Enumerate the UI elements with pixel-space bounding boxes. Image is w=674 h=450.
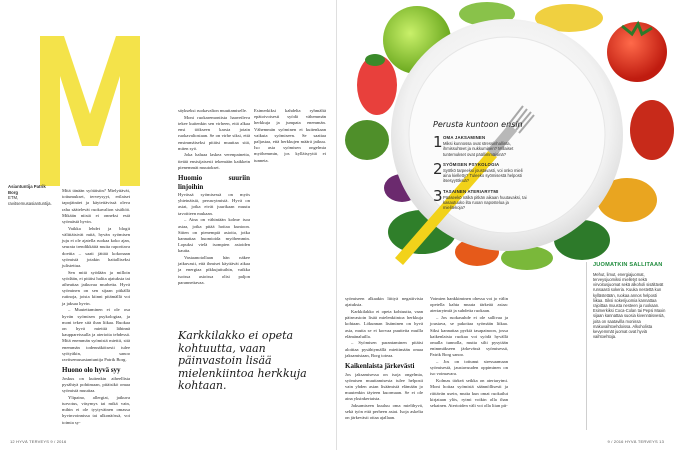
right-page — [337, 0, 674, 450]
paragraph: Esimerkiksi kahdelta ryhmältä epätoivoisesti syödä vähemmän herkkuja ja jumpata enemmän. Vähemmän syöminen ei kuitenkaan vaikuta syömiseen. Se saattaa paljastaa, että herkkujen määrä jatkuu. Iso asia syömisen ongelmia myöhemmin, jos kylläisyyttä ei tunneta. — [254, 108, 326, 163]
paragraph: – Jos ruokasuhde ei ole sallivaa ja joustava, se pakottaa syömään liikaa. Siksi kannattaa pyrkiä tasapainoon, jossa kaikenlaista ruokaa voi syödä hyvällä omalla tunnolla, mutta silti pysytään enimmäkseen järkevässä syömisessä, Patrik Borg sanoo. — [430, 315, 508, 358]
paragraph: syömiseen alkaakin liittyä negatiivisia ajatuksia. — [345, 296, 423, 308]
paragraph: Moni ruokaremontista haaveileva tekee kuitenkin sen virheen, että alkaa ensi töikseen karsia jotain ruokavaliostaan. Se on virhe siksi, että ensimmäiseksi pitäisi muuttaa sitä, miten syö. — [178, 114, 250, 151]
pull-quote: Karkkilakko ei opeta kohtuutta, vaan päinvastoin lisää mielenkiintoa herkkuja kohtaan. — [178, 329, 307, 392]
step-number: 1 — [433, 133, 443, 151]
paragraph: säykseksi ruokavalion muuttamiselle. — [178, 108, 248, 113]
paragraph: Mitä tänään syötäisiin? Mielyttävät, tottumukset, terveysyyt, erilaiset tapojätnäet ja käytettävissä oleva raha säätelevät ruokavalion sisältöä. Mikään niistä ei onneksi estä syömästä hyvin. — [62, 188, 130, 225]
step-number: 2 — [433, 159, 443, 178]
article-column-5 — [430, 296, 508, 410]
paragraph: – Muutettaminen ei ole osa hyvän syömisen psykologiaa, ja moni tekee sitä ihan liikaa. Ruokaa on hyvä miettiä lähinnä kauppareissulla ja aterioita tehdessä. Mitä enemmän syömistä miettii, sitä enemmän todennäköisesti tulee syötyäkin, sanoo ravitsemusasiantuntija Patrik Borg. — [62, 307, 130, 362]
paragraph: Ylipaino, allergiat, jatkuva turvotus, väsymys tai mikä vain, mihin ei ole tyytyväinen omassa hyvinvoinnissa tai ulkonäössä, voi toimia sy- — [62, 394, 130, 425]
paragraph: Voimien hankkiminen ohessa voi jo välin opetella kahta muuta tärkeää asiaa: ateriarytmiä ja suhdetta ruokaan. — [430, 296, 508, 314]
paragraph: Jos jaksamisessa on isoja ongelmia, syömisen muuttamisesta tulee helposti vain yhden asian lisäämistä elämään jo muutenkin täyteen kuormaan. Se ei ole aina yksinkertaista. — [345, 371, 423, 402]
info-step — [433, 159, 531, 184]
section-heading: Huono olo hyvä syy — [62, 366, 121, 375]
info-step — [433, 135, 531, 157]
drop-cap-m — [40, 36, 140, 186]
paragraph: Karkkilakko ei opeta kohtuutta, vaan päinvastoin lisää mielenkiintoa herkkuja kohtaan. Lökunnan lisäminen on hyvä asia, mutta se ei korvaa puutteita muilla elämänaluilla. — [345, 308, 423, 339]
lettuce — [345, 120, 389, 160]
page-footer-right: 9 / 2016 HYVÄ TERVEYS 13 — [607, 439, 664, 444]
step-heading: OMA JAKSAMINEN — [443, 135, 486, 140]
step-number: 3 — [433, 186, 443, 205]
info-step — [433, 186, 531, 211]
article-column-3 — [254, 108, 326, 164]
author-title: ETM, ravitsemusasiantuntija. — [8, 195, 52, 206]
author-name: Asiantuntija Patrik Borg — [8, 184, 46, 195]
tomato — [607, 22, 667, 82]
red-pepper — [630, 100, 674, 160]
sidebar-box — [593, 262, 667, 339]
paragraph: Joskus on kuitenkin aiheellista pysähtyä pohtimaan, pitäisikö omaa syömistä muuttaa. — [62, 375, 130, 394]
article-column-1 — [62, 188, 130, 426]
article-column-4 — [345, 296, 423, 422]
step-heading: TASAINEN ATERIARYTMI — [443, 188, 499, 194]
paragraph: Hyvässä syömisessä on myös yhteinäisiä, perusrytmistä. Hyvä on asiat, jotka eivät juurikaan muutu tavoitteen mukaan. — [178, 192, 250, 216]
step-heading: SYÖMISEN PSYKOLOGIA — [443, 161, 500, 167]
paragraph: Jaksamiseen kuuluu oma mielihyvä, sekä työn että perheen asiat. Isoja askelia on järkevästi ottaa ajallaan. — [345, 403, 423, 421]
sidebar-text: Mehut, limut, energiajuomat, terveysjuomiksi mielletyt sekä virvoitusjuomat sekä alkoholi sisältävät runsaasti sokeria. Kuuka nestettä kun kyllästetään, ruokaa annos helposti liikaa. Siksi sokerijuomia kannattaa rajoittaa muusta nesteen ja ruokaan. Esimerkiksi Coca-Colan tai Pepsi Maxin sijaan kannattaa suosia kivennäisvesiä, joita on saatavilla monissa makuvaihtoehdoissa. Alkoholista kevyemmät juomat ovat hyviä vaihtoehtoja. — [593, 271, 666, 340]
paragraph: Sen mitä syödään ja milloin syödään, ei pitäisi halita ajatuksia tai aiheuttaa jatkuvaa murhetta. Hyvä syöminen on sen sijaan pitkällä rutinoja, joista kiinni pitämällä voi ja jaksaa hyvin. — [62, 269, 130, 306]
sidebar-divider — [586, 262, 587, 430]
section-heading: Kaikenlaista järkevästi — [345, 362, 415, 371]
section-heading: Huomio suuriin linjoihin — [178, 174, 250, 191]
paragraph: – Jos on tottunut stressaamaan syömisestä, jaustavuuden oppiminen on iso voimavara. — [430, 359, 508, 377]
paragraph: – Aina on vähintään kolme isoa asiaa, jotka pitää hoitaa kuntoon. Siiten on pienempiä asioita, jotka kannattaa huomioida myöhemmin. Lopuksi vielä isompien asioiden kautta. — [178, 217, 250, 254]
paragraph: Kolmas tärkeä seikka on ateriarytmi. Moni hoitaa syömistä säännöllisesti ja riittävän usein, mutta kun omat ruokailut kirjataan ylös, rytmi voikin olla ihan sekainen. Aterioiden väli voi olla liian pit- — [430, 378, 508, 408]
paragraph: – Syömisen parantaminen pitäisi aloittaa pysähtymällä miettimään omaa jaksamistaan, Borg toteaa. — [345, 340, 423, 358]
sidebar-title: JUOMATKIN SALLITAAN — [593, 262, 663, 268]
step-text: Pääseekö nälkä pitkän aikaan huutavaksi, tai kasautuuko ilta ruoan napostelua ja mielitekoja? — [443, 194, 527, 211]
author-byline — [8, 184, 54, 206]
step-text: Miksi kunnossa ovat stressinhallinta, ihmissuhteet ja nukkuminen? Millaiset tuntemukset ovat päällimmäisinä? — [443, 141, 514, 157]
paragraph: Vaikka lehdet ja blogit välittäisivät mitä, hyvän syömisen juju ei ole ajatella ruokaa koko ajan, seurata trendikkäitä muita raporttava doettia – saati jättää kokonaan syömistä jotakin haitalliseksi julistettua. — [62, 225, 130, 268]
article-column-2 — [178, 108, 250, 287]
info-box-title: Perusta kuntoon ensin — [433, 120, 523, 129]
page-footer-left: 12 HYVÄ TERVEYS 9 / 2016 — [10, 439, 67, 444]
paragraph: Vastaanotollaan hän näkee jatkuvasti, että ihmiset käyttävät aikaa ja energiaa pikkujuttuihin, vaikka isoissa asioissa olisi paljon parannettavaa. — [178, 255, 250, 285]
step-text: Syötkö tarpeeksi joustavasti, voi onko mieli aina kielletty? Tuleeko syömisestä helposti itsesyytöksiä? — [443, 167, 523, 184]
paragraph: Joka haluaa laskea verenpainetta, tietää ensisijaisesti tekemään kaikkein pienemmät muutokset. — [178, 152, 250, 170]
info-box — [433, 120, 531, 216]
